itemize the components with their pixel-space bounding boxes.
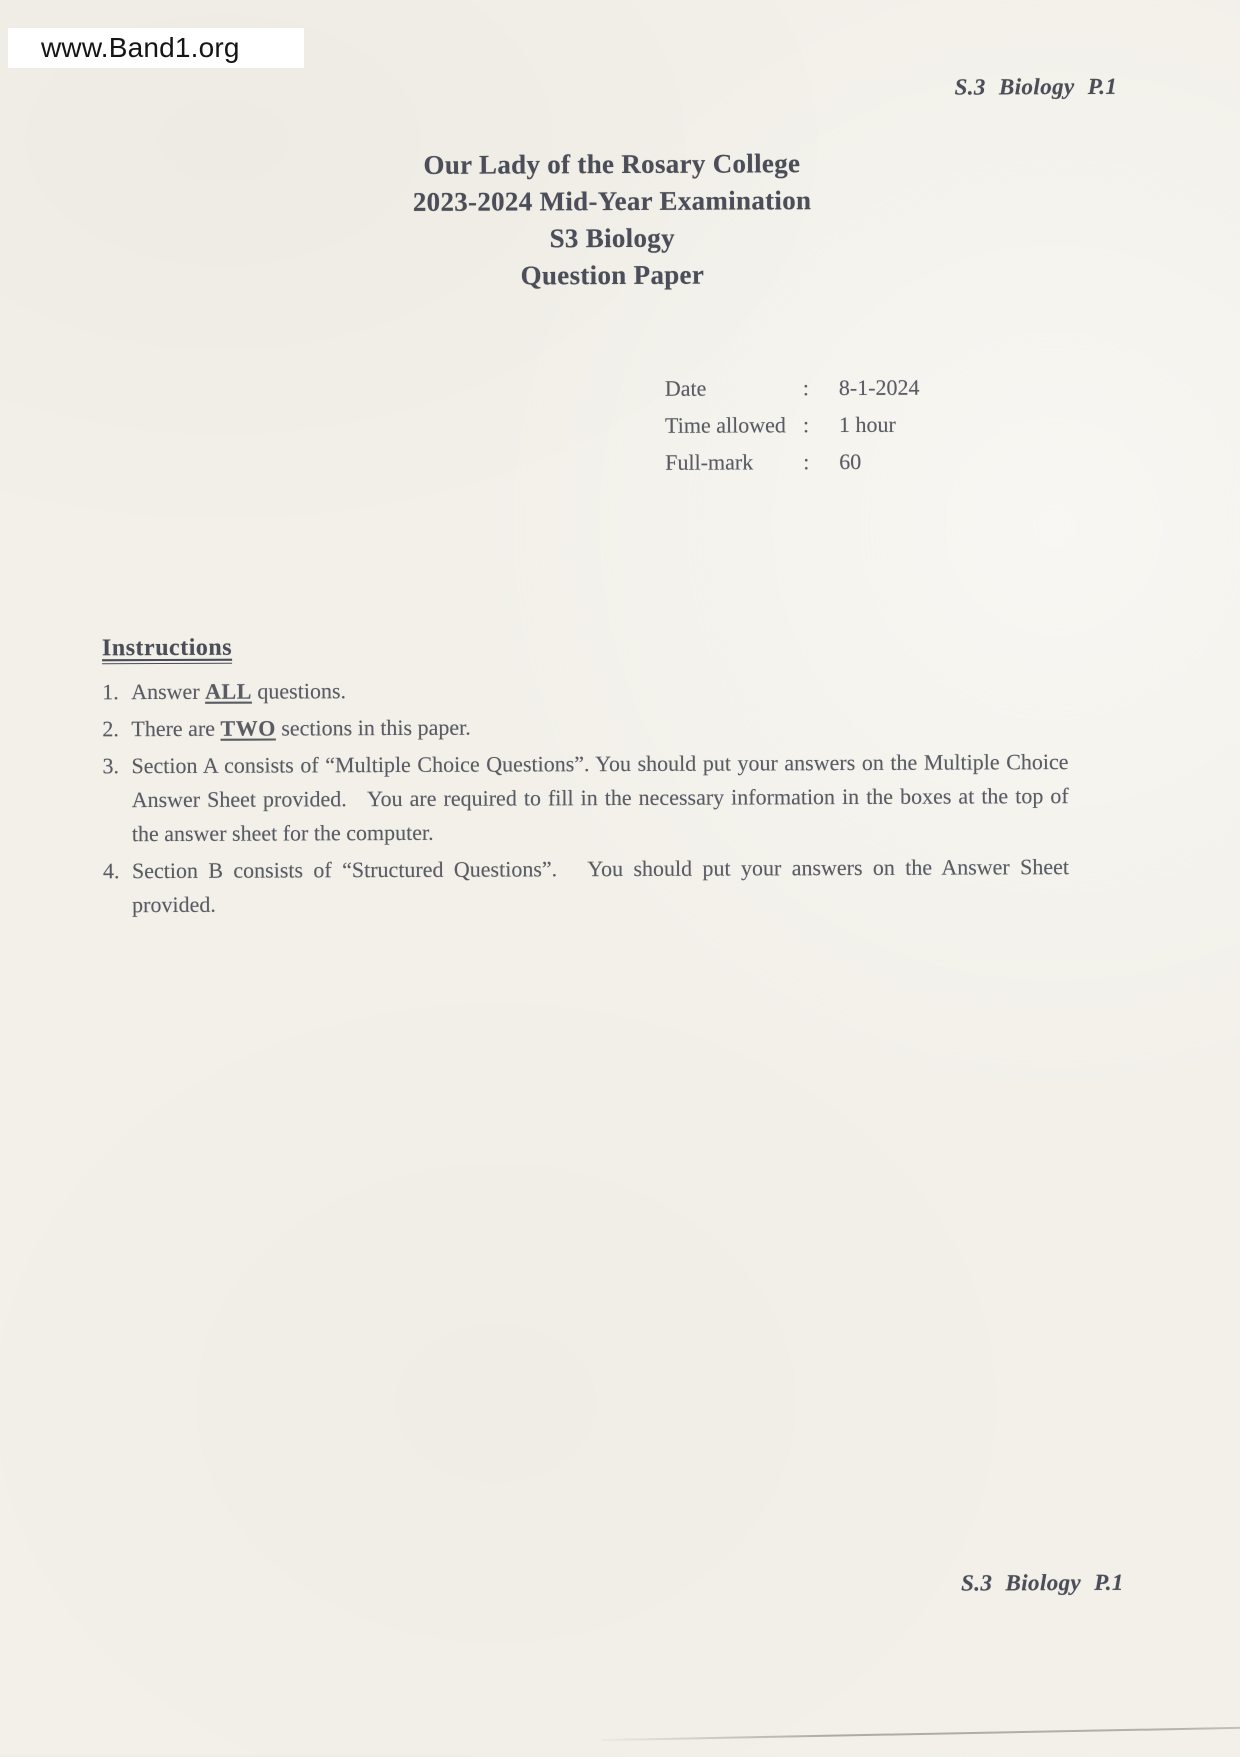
full-mark-colon: : <box>803 449 810 475</box>
exam-name: 2023-2024 Mid-Year Examination <box>412 185 812 217</box>
date-label: Date <box>664 375 707 401</box>
instruction-number: 2. <box>102 716 119 742</box>
watermark-text: www.Band1.org <box>41 32 240 63</box>
time-allowed-label: Time allowed <box>664 412 786 438</box>
page-edge-shadow <box>602 1727 1240 1742</box>
exam-info <box>665 369 920 481</box>
instruction-text: Answer ALL questions. <box>131 678 347 705</box>
instructions-list <box>102 671 1069 922</box>
paper-type: Question Paper <box>520 259 705 291</box>
instruction-number: 1. <box>102 679 119 705</box>
instruction-text: Section A consists of “Multiple Choice Questions”. You should put your answers on the Multiple Choice Answer Sheet provided. You are required to fill in the necessary information in the boxes at the top of the answer sheet for the computer. <box>131 749 1069 847</box>
date-value: 8-1-2024 <box>838 374 920 401</box>
page-footer-label: S.3 Biology P.1 <box>961 1569 1124 1596</box>
instructions-section <box>102 631 1069 925</box>
page-header-label: S.3 Biology P.1 <box>954 73 1118 100</box>
exam-info-row-time <box>665 406 920 444</box>
instructions-heading: Instructions <box>102 635 232 665</box>
full-mark-label: Full-mark <box>665 449 754 475</box>
time-allowed-colon: : <box>802 412 810 438</box>
exam-info-row-fullmark <box>665 443 920 481</box>
instruction-text: Section B consists of “Structured Questions”. You should put your answers on the Answer Sheet provided. <box>131 854 1070 918</box>
full-mark-value: 60 <box>839 448 862 475</box>
subject-name: S3 Biology <box>549 222 675 254</box>
exam-info-row-date <box>665 369 920 407</box>
instruction-item-2 <box>102 708 1068 746</box>
watermark <box>8 28 304 68</box>
instruction-item-4 <box>103 850 1069 922</box>
date-colon: : <box>802 375 810 401</box>
school-name: Our Lady of the Rosary College <box>423 148 801 180</box>
instruction-text: There are TWO sections in this paper. <box>131 714 471 742</box>
instruction-item-1 <box>102 671 1068 709</box>
instruction-number: 4. <box>102 858 120 884</box>
instruction-number: 3. <box>102 753 120 779</box>
time-allowed-value: 1 hour <box>838 411 896 438</box>
instruction-item-3 <box>102 745 1068 851</box>
title-block <box>0 143 1227 296</box>
